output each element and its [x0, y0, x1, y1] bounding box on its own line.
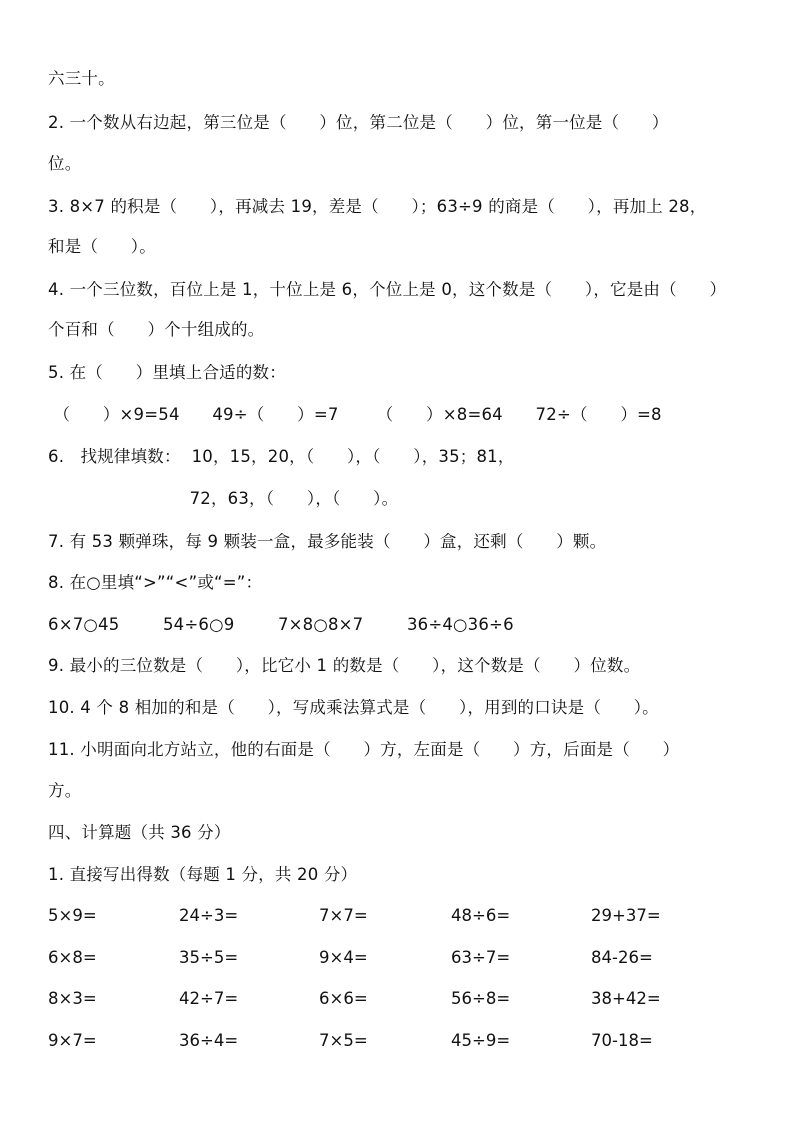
calc-item: 6×8=: [48, 948, 97, 967]
section-heading: 四、计算题（共 36 分）: [48, 823, 231, 842]
fill-in-q8: 8. 在○里填“>”“<”或“=”：: [48, 573, 263, 592]
calc-item: 70-18=: [591, 1031, 653, 1050]
calc-item: 48÷6=: [451, 906, 511, 925]
fill-in-q11: 11. 小明面向北方站立，他的右面是（ ）方，左面是（ ）方，后面是（ ）: [48, 740, 680, 759]
calc-item: 9×7=: [48, 1031, 97, 1050]
calc-item: 7×5=: [319, 1031, 368, 1050]
fill-in-q9: 9. 最小的三位数是（ ），比它小 1 的数是（ ），这个数是（ ）位数。: [48, 656, 641, 675]
fill-in-q6-cont: 72，63，（ ），（ ）。: [48, 489, 399, 508]
fill-in-q4: 4. 一个三位数，百位上是 1，十位上是 6，个位上是 0，这个数是（ ），它是由（ ）: [48, 280, 727, 299]
calc-item: 35÷5=: [179, 948, 239, 967]
calc-item: 29+37=: [591, 906, 661, 925]
calc-item: 6×6=: [319, 989, 368, 1008]
fill-in-q1-tail: 六三十。: [48, 69, 115, 88]
fill-in-q6: 6. 找规律填数： 10，15，20，（ ），（ ），35；81，: [48, 447, 515, 466]
calc-item: 38+42=: [591, 989, 661, 1008]
calc-item: 24÷3=: [179, 906, 239, 925]
fill-in-q5-equations: （ ）×9=54 49÷（ ）=7 （ ）×8=64 72÷（ ）=8: [48, 405, 662, 424]
calc-item: 5×9=: [48, 906, 97, 925]
fill-in-q4-cont: 个百和（ ）个十组成的。: [48, 320, 265, 339]
fill-in-q3: 3. 8×7 的积是（ ），再减去 19，差是（ ）；63÷9 的商是（ ），再加上 28，: [48, 197, 707, 216]
calc-item: 36÷4=: [179, 1031, 239, 1050]
calc-item: 42÷7=: [179, 989, 239, 1008]
fill-in-q2-cont: 位。: [48, 154, 82, 173]
calc-instruction: 1. 直接写出得数（每题 1 分，共 20 分）: [48, 865, 358, 884]
calc-item: 8×3=: [48, 989, 97, 1008]
fill-in-q11-cont: 方。: [48, 781, 82, 800]
fill-in-q3-cont: 和是（ ）。: [48, 237, 156, 256]
calc-item: 56÷8=: [451, 989, 511, 1008]
fill-in-q7: 7. 有 53 颗弹珠，每 9 颗装一盒，最多能装（ ）盒，还剩（ ）颗。: [48, 532, 607, 551]
calc-item: 84-26=: [591, 948, 653, 967]
fill-in-q8-compare: 6×7○45 54÷6○9 7×8○8×7 36÷4○36÷6: [48, 615, 514, 634]
calc-item: 63÷7=: [451, 948, 511, 967]
calc-item: 9×4=: [319, 948, 368, 967]
fill-in-q2: 2. 一个数从右边起，第三位是（ ）位，第二位是（ ）位，第一位是（ ）: [48, 113, 669, 132]
fill-in-q5: 5. 在（ ）里填上合适的数：: [48, 363, 286, 382]
calc-item: 7×7=: [319, 906, 368, 925]
calc-item: 45÷9=: [451, 1031, 511, 1050]
fill-in-q10: 10. 4 个 8 相加的和是（ ），写成乘法算式是（ ），用到的口诀是（ ）。: [48, 698, 659, 717]
